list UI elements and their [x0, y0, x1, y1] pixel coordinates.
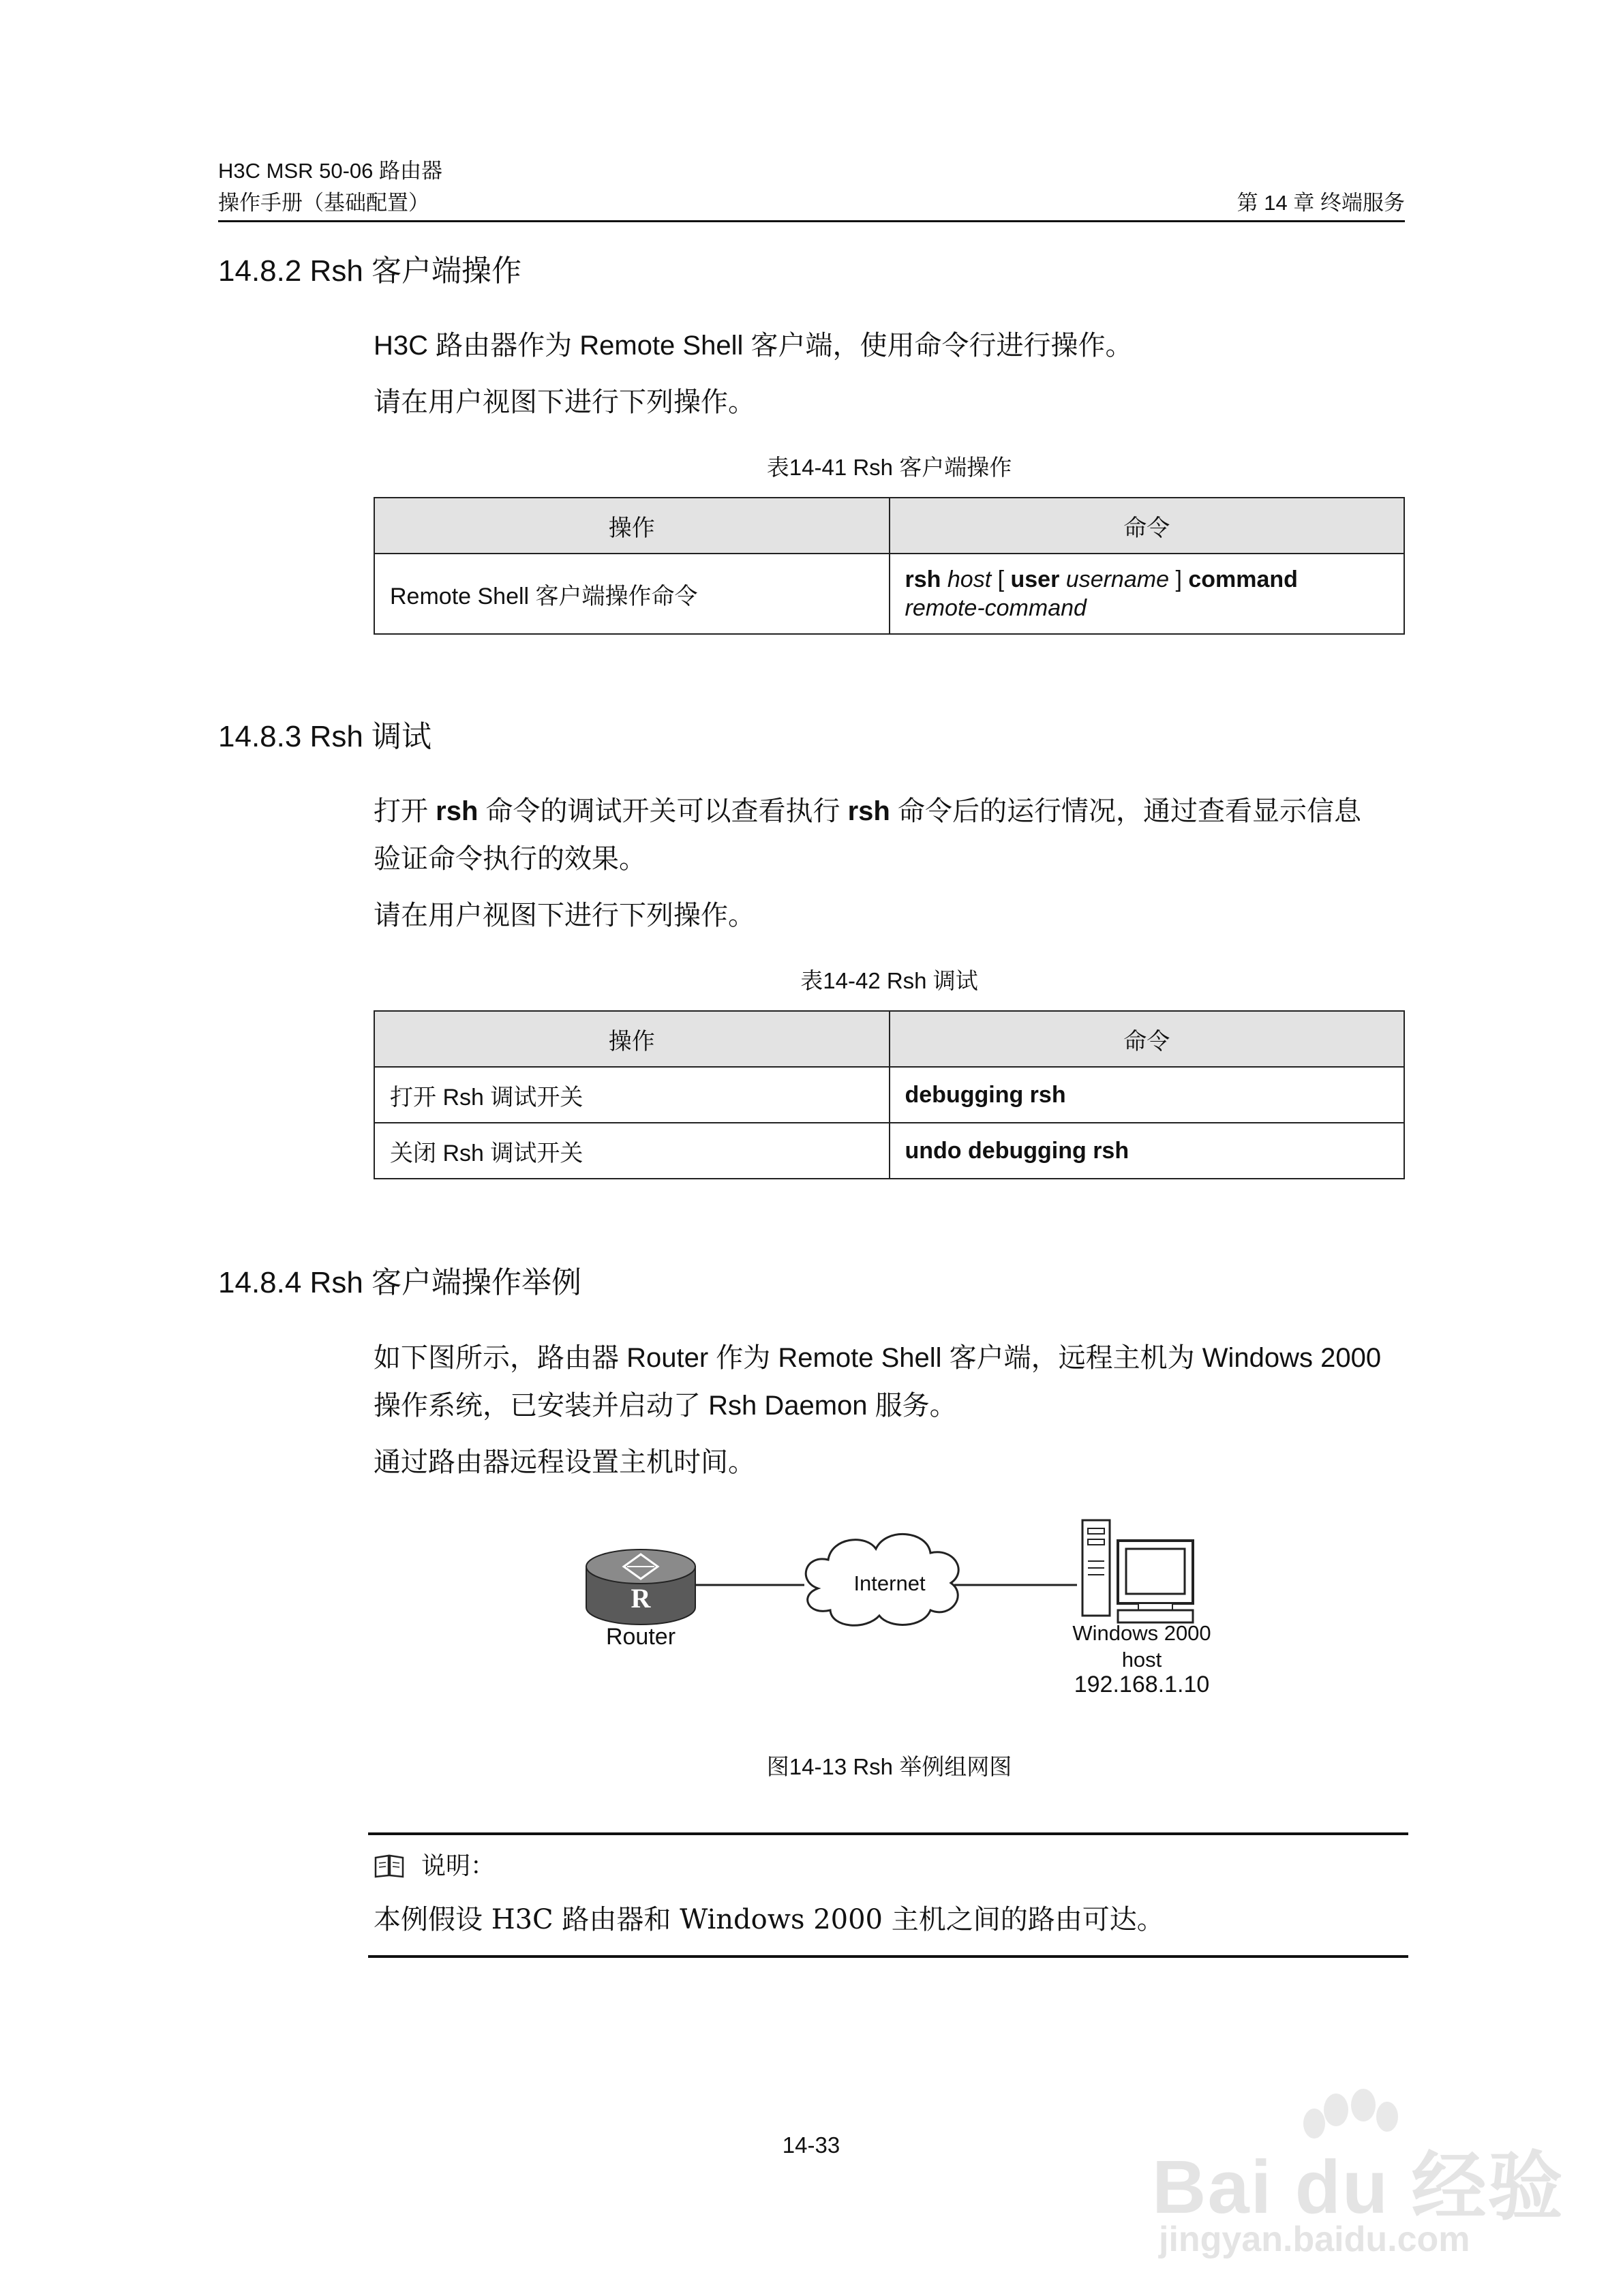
cmd-keyword-command: command: [1188, 567, 1298, 592]
table-14-41-caption: 表14-41 Rsh 客户端操作: [766, 455, 1012, 480]
section-14-8-3-para1: [374, 787, 1361, 835]
cmd-bracket-close: ]: [1175, 567, 1182, 592]
cmd-arg-username: username: [1065, 567, 1169, 592]
baidu-watermark-url: jingyan.baidu.com: [1159, 2220, 1470, 2259]
baidu-watermark: [1152, 2086, 1564, 2263]
para1-text-e: 命令后的运行情况，通过查看显示信息: [890, 796, 1361, 826]
note-bottom-rule: [368, 1955, 1408, 1958]
para1-keyword-rsh-2: rsh: [847, 796, 890, 826]
book-icon: [374, 1854, 405, 1878]
section-title-14-8-2: 14.8.2 Rsh 客户端操作: [218, 254, 522, 288]
table-14-42-caption: 表14-42 Rsh 调试: [800, 968, 978, 993]
note-top-rule: [368, 1832, 1408, 1835]
table-row: [374, 1067, 1404, 1123]
section-14-8-2-para1: H3C 路由器作为 Remote Shell 客户端，使用命令行进行操作。: [374, 331, 1133, 361]
section-14-8-4-para1-line2: 操作系统，已安装并启动了 Rsh Daemon 服务。: [374, 1391, 957, 1421]
table-14-42: [374, 1010, 1405, 1179]
section-title-14-8-4: 14.8.4 Rsh 客户端操作举例: [218, 1266, 582, 1299]
note-title: 说明：: [421, 1852, 496, 1879]
section-14-8-4-para2: 通过路由器远程设置主机时间。: [374, 1447, 755, 1477]
table-14-41: [374, 497, 1405, 635]
para1-text-a: 打开: [374, 796, 436, 826]
cmd-bracket-open: [: [997, 567, 1005, 592]
section-title-14-8-3: 14.8.3 Rsh 调试: [218, 720, 432, 753]
header-manual: 操作手册（基础配置）: [218, 191, 429, 215]
header-rule: [218, 220, 1405, 222]
section-14-8-3-para2: 请在用户视图下进行下列操作。: [374, 901, 755, 931]
windows-host-icon: [1082, 1520, 1193, 1622]
cmd-keyword-rsh: rsh: [905, 567, 941, 592]
table-14-42-op-cell: 关闭 Rsh 调试开关: [374, 1123, 890, 1179]
cmd-arg-remote-command: remote-command: [905, 595, 1087, 621]
internet-label: Internet: [853, 1571, 926, 1595]
host-label: [1060, 1620, 1224, 1673]
table-14-42-op-cell: 打开 Rsh 调试开关: [374, 1067, 890, 1123]
host-ip-label: 192.168.1.10: [1074, 1672, 1210, 1697]
section-14-8-2-para2: 请在用户视图下进行下列操作。: [374, 387, 755, 417]
baidu-watermark-brand: Bai du 经验: [1152, 2145, 1564, 2229]
table-14-42-cmd-cell: [890, 1067, 1405, 1123]
svg-text:R: R: [631, 1583, 651, 1614]
cmd-debugging-rsh: debugging rsh: [905, 1081, 1066, 1108]
table-14-41-header-cmd: 命令: [890, 498, 1405, 554]
cmd-keyword-user: user: [1010, 567, 1060, 592]
table-14-41-header-op: 操作: [374, 498, 890, 554]
router-icon: [586, 1550, 695, 1625]
para1-text-c: 命令的调试开关可以查看执行: [478, 796, 848, 826]
cmd-undo-debugging-rsh: undo debugging rsh: [905, 1137, 1129, 1164]
router-label: Router: [605, 1624, 676, 1650]
table-14-41-op-cell: Remote Shell 客户端操作命令: [374, 554, 890, 634]
table-14-42-cmd-cell: [890, 1123, 1405, 1179]
table-14-42-header-cmd: 命令: [890, 1011, 1405, 1067]
note-text: 本例假设 H3C 路由器和 Windows 2000 主机之间的路由可达。: [374, 1904, 1164, 1935]
table-14-41-cmd-cell: [890, 554, 1405, 634]
header-chapter: 第 14 章 终端服务: [1237, 191, 1405, 215]
note-header: [374, 1849, 495, 1883]
header-product: H3C MSR 50-06 路由器: [218, 159, 443, 183]
table-14-42-header-op: 操作: [374, 1011, 890, 1067]
page-number: 14-33: [782, 2132, 840, 2158]
table-row: [374, 1123, 1404, 1179]
figure-14-13-caption: 图14-13 Rsh 举例组网图: [766, 1754, 1012, 1779]
section-14-8-3-para1-line2: 验证命令执行的效果。: [374, 844, 646, 874]
host-label-line1: Windows 2000: [1072, 1621, 1211, 1645]
cmd-arg-host: host: [947, 567, 992, 592]
section-14-8-4-para1-line1: 如下图所示，路由器 Router 作为 Remote Shell 客户端，远程主机为 Windows 2000: [374, 1343, 1382, 1373]
host-label-line2: host: [1121, 1648, 1162, 1672]
para1-keyword-rsh-1: rsh: [436, 796, 479, 826]
